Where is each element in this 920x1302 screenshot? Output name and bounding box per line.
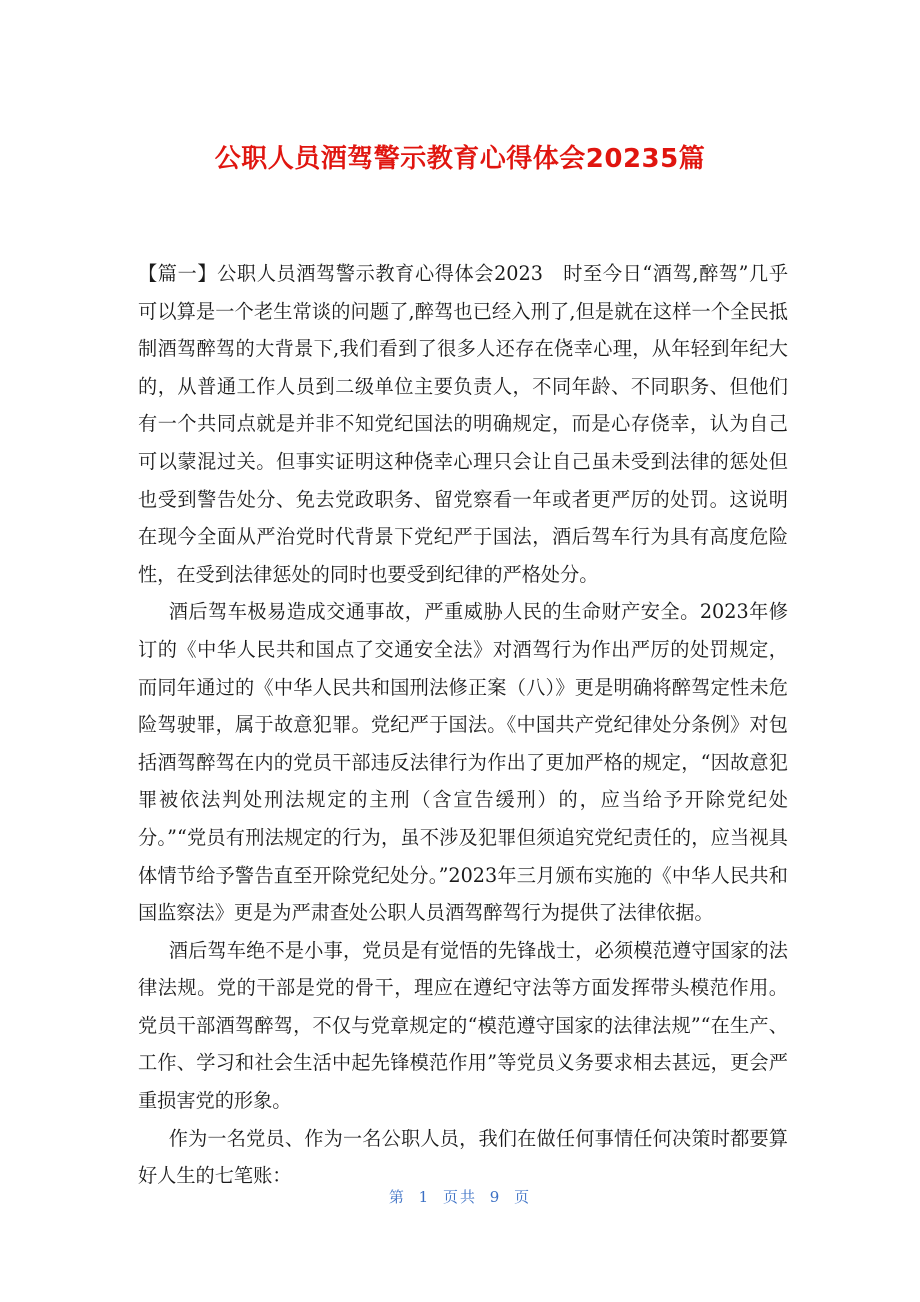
footer-middle: 页共 (442, 1188, 477, 1206)
footer-prefix: 第 (388, 1188, 406, 1206)
document-body (138, 255, 788, 1195)
footer-current-page: 1 (418, 1188, 431, 1206)
document-title: 公职人员酒驾警示教育心得体会20235篇 (214, 144, 706, 174)
paragraph-4: 作为一名党员、作为一名公职人员，我们在做任何事情任何决策时都要算好人生的七笔账： (138, 1126, 788, 1188)
paragraph-3: 酒后驾车绝不是小事，党员是有觉悟的先锋战士，必须模范遵守国家的法律法规。党的干部是党的骨干，理应在遵纪守法等方面发挥带头模范作用。党员干部酒驾醉驾，不仅与党章规定的“模范遵守国家的法律法规”“在生产、工作、学习和社会生活中起先锋模范作用”等党员义务要求相去甚远，更会严重损害党的形象。 (138, 938, 788, 1113)
paragraph-2: 酒后驾车极易造成交通事故，严重威胁人民的生命财产安全。2023年修订的《中华人民共和国点了交通安全法》对酒驾行为作出严厉的处罚规定，而同年通过的《中华人民共和国刑法修正案（八）》更是明确将醉驾定性未危险驾驶罪，属于故意犯罪。党纪严于国法。《中国共产党纪律处分条例》对包括酒驾醉驾在内的党员干部违反法律行为作出了更加严格的规定，“因故意犯罪被依法判处刑法规定的主刑（含宣告缓刑）的，应当给予开除党纪处分。”“党员有刑法规定的行为，虽不涉及犯罪但须追究党纪责任的，应当视具体情节给予警告直至开除党纪处分。”2023年三月颁布实施的《中华人民共和国监察法》更是为严肃查处公职人员酒驾醉驾行为提供了法律依据。 (138, 600, 788, 925)
footer-suffix: 页 (514, 1188, 532, 1206)
footer-total-pages: 9 (489, 1188, 502, 1206)
paragraph-1: 【篇一】公职人员酒驾警示教育心得体会2023 时至今日“酒驾,醉驾”几乎可以算是一个老生常谈的问题了,醉驾也已经入刑了,但是就在这样一个全民抵制酒驾醉驾的大背景下,我们看到了很多人还存在侥幸心理，从年轻到年纪大的，从普通工作人员到二级单位主要负责人，不同年龄、不同职务、但他们有一个共同点就是并非不知党纪国法的明确规定，而是心存侥幸，认为自己可以蒙混过关。但事实证明这种侥幸心理只会让自己虽未受到法律的惩处但也受到警告处分、免去党政职务、留党察看一年或者更严厉的处罚。这说明在现今全面从严治党时代背景下党纪严于国法，酒后驾车行为具有高度危险性，在受到法律惩处的同时也要受到纪律的严格处分。 (138, 262, 788, 586)
page-footer (0, 1186, 920, 1207)
